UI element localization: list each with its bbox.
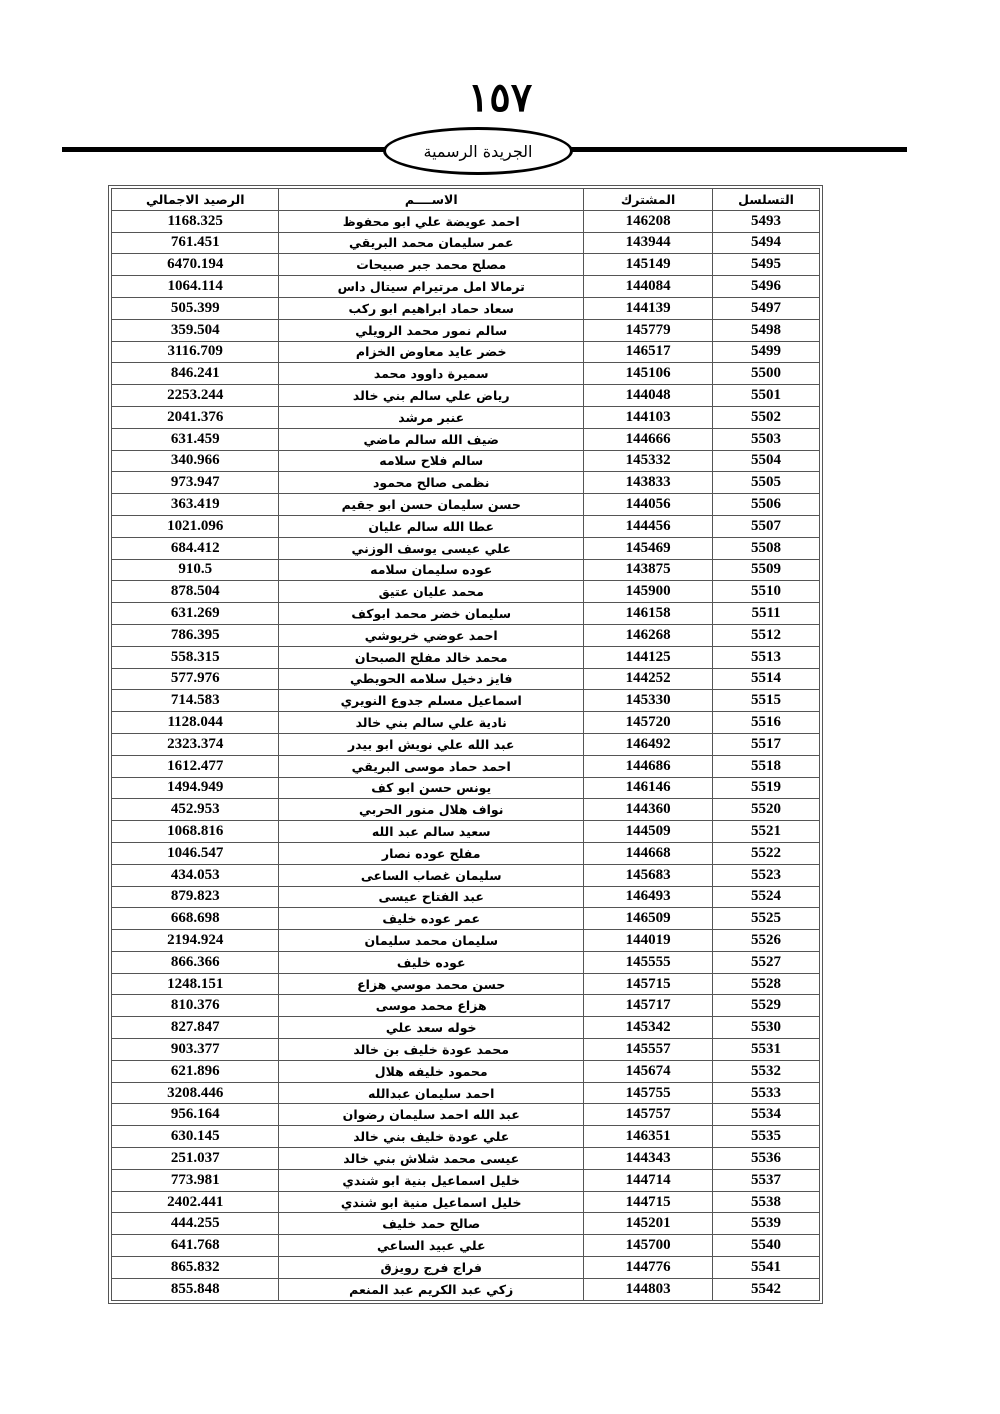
table-row — [112, 1104, 820, 1126]
balance-cell: 2041.376 — [112, 406, 279, 428]
subscriber-cell: 145779 — [584, 319, 713, 341]
serial-cell: 5495 — [713, 254, 820, 276]
balance-cell: 1046.547 — [112, 842, 279, 864]
table-row — [112, 341, 820, 363]
serial-cell: 5528 — [713, 973, 820, 995]
table-row — [112, 755, 820, 777]
subscriber-cell: 144084 — [584, 276, 713, 298]
serial-cell: 5493 — [713, 210, 820, 232]
name-cell: يونس حسن ابو كف — [279, 777, 584, 799]
name-cell: عيسى محمد شلاش بني خالد — [279, 1148, 584, 1170]
subscriber-cell: 144343 — [584, 1148, 713, 1170]
subscriber-cell: 146493 — [584, 886, 713, 908]
serial-cell: 5514 — [713, 668, 820, 690]
subscriber-table — [111, 188, 820, 1301]
table-row — [112, 1060, 820, 1082]
table-row — [112, 930, 820, 952]
name-cell: زكي عبد الكريم عبد المنعم — [279, 1278, 584, 1300]
subscriber-cell: 145106 — [584, 363, 713, 385]
table-row — [112, 450, 820, 472]
subscriber-cell: 145720 — [584, 712, 713, 734]
serial-cell: 5500 — [713, 363, 820, 385]
table-row — [112, 254, 820, 276]
table-row — [112, 1148, 820, 1170]
name-cell: محمد خالد مفلح الصبحان — [279, 646, 584, 668]
serial-cell: 5534 — [713, 1104, 820, 1126]
serial-cell: 5494 — [713, 232, 820, 254]
balance-cell: 973.947 — [112, 472, 279, 494]
table-header-row — [112, 189, 820, 211]
name-cell: عبد الفتاح عيسى — [279, 886, 584, 908]
subscriber-cell: 144125 — [584, 646, 713, 668]
table-row — [112, 406, 820, 428]
name-cell: سليمان خضر محمد ابوكف — [279, 603, 584, 625]
balance-cell: 558.315 — [112, 646, 279, 668]
balance-cell: 956.164 — [112, 1104, 279, 1126]
table-row — [112, 624, 820, 646]
table-row — [112, 1169, 820, 1191]
balance-cell: 2323.374 — [112, 733, 279, 755]
serial-cell: 5525 — [713, 908, 820, 930]
table-row — [112, 799, 820, 821]
balance-cell: 2402.441 — [112, 1191, 279, 1213]
balance-cell: 1248.151 — [112, 973, 279, 995]
balance-cell: 630.145 — [112, 1126, 279, 1148]
table-row — [112, 581, 820, 603]
serial-cell: 5523 — [713, 864, 820, 886]
serial-cell: 5520 — [713, 799, 820, 821]
subscriber-cell: 145900 — [584, 581, 713, 603]
name-cell: مفلح عوده نصار — [279, 842, 584, 864]
serial-cell: 5531 — [713, 1039, 820, 1061]
name-cell: علي عيسى يوسف الوزني — [279, 537, 584, 559]
subscriber-cell: 143833 — [584, 472, 713, 494]
subscriber-cell: 143875 — [584, 559, 713, 581]
column-header-name: الاســــم — [279, 189, 584, 211]
serial-cell: 5507 — [713, 515, 820, 537]
name-cell: فايز دخيل سلامه الحويطي — [279, 668, 584, 690]
table-row — [112, 1235, 820, 1257]
balance-cell: 773.981 — [112, 1169, 279, 1191]
table-row — [112, 515, 820, 537]
table-row — [112, 668, 820, 690]
balance-cell: 810.376 — [112, 995, 279, 1017]
balance-cell: 3116.709 — [112, 341, 279, 363]
serial-cell: 5542 — [713, 1278, 820, 1300]
table-row — [112, 232, 820, 254]
serial-cell: 5532 — [713, 1060, 820, 1082]
subscriber-cell: 146158 — [584, 603, 713, 625]
subscriber-cell: 145700 — [584, 1235, 713, 1257]
serial-cell: 5516 — [713, 712, 820, 734]
balance-cell: 668.698 — [112, 908, 279, 930]
table-row — [112, 385, 820, 407]
balance-cell: 1021.096 — [112, 515, 279, 537]
balance-cell: 452.953 — [112, 799, 279, 821]
table-row — [112, 1126, 820, 1148]
serial-cell: 5496 — [713, 276, 820, 298]
table-row — [112, 319, 820, 341]
serial-cell: 5501 — [713, 385, 820, 407]
table-row — [112, 951, 820, 973]
name-cell: محمد عليان عتيق — [279, 581, 584, 603]
page-number: ١٥٧ — [467, 74, 533, 121]
name-cell: احمد عويضة علي ابو محفوظ — [279, 210, 584, 232]
balance-cell: 879.823 — [112, 886, 279, 908]
name-cell: نادية علي سالم بني خالد — [279, 712, 584, 734]
name-cell: عبد الله احمد سليمان رضوان — [279, 1104, 584, 1126]
name-cell: سليمان غصاب الساعى — [279, 864, 584, 886]
serial-cell: 5527 — [713, 951, 820, 973]
subscriber-cell: 143944 — [584, 232, 713, 254]
name-cell: محمود خليفه هلال — [279, 1060, 584, 1082]
subscriber-cell: 145755 — [584, 1082, 713, 1104]
table-row — [112, 1017, 820, 1039]
serial-cell: 5510 — [713, 581, 820, 603]
serial-cell: 5535 — [713, 1126, 820, 1148]
serial-cell: 5536 — [713, 1148, 820, 1170]
name-cell: سميرة داوود محمد — [279, 363, 584, 385]
balance-cell: 1168.325 — [112, 210, 279, 232]
table-row — [112, 646, 820, 668]
subscriber-cell: 144252 — [584, 668, 713, 690]
table-row — [112, 603, 820, 625]
name-cell: عمر سليمان محمد البريقي — [279, 232, 584, 254]
balance-cell: 846.241 — [112, 363, 279, 385]
subscriber-cell: 144139 — [584, 297, 713, 319]
balance-cell: 910.5 — [112, 559, 279, 581]
subscriber-cell: 145149 — [584, 254, 713, 276]
name-cell: احمد سليمان عبدالله — [279, 1082, 584, 1104]
balance-cell: 786.395 — [112, 624, 279, 646]
serial-cell: 5509 — [713, 559, 820, 581]
balance-cell: 505.399 — [112, 297, 279, 319]
subscriber-cell: 145557 — [584, 1039, 713, 1061]
name-cell: علي عودة خليف بني خالد — [279, 1126, 584, 1148]
subscriber-cell: 144103 — [584, 406, 713, 428]
table-row — [112, 537, 820, 559]
table-row — [112, 1213, 820, 1235]
name-cell: نظمى صالح محمود — [279, 472, 584, 494]
subscriber-cell: 144048 — [584, 385, 713, 407]
balance-cell: 577.976 — [112, 668, 279, 690]
balance-cell: 621.896 — [112, 1060, 279, 1082]
subscriber-cell: 144714 — [584, 1169, 713, 1191]
name-cell: محمد عودة خليف بن خالد — [279, 1039, 584, 1061]
balance-cell: 359.504 — [112, 319, 279, 341]
subscriber-cell: 146517 — [584, 341, 713, 363]
table-row — [112, 1257, 820, 1279]
subscriber-cell: 144686 — [584, 755, 713, 777]
serial-cell: 5517 — [713, 733, 820, 755]
balance-cell: 714.583 — [112, 690, 279, 712]
table-row — [112, 1082, 820, 1104]
header-rule-right — [568, 147, 907, 152]
balance-cell: 1128.044 — [112, 712, 279, 734]
subscriber-cell: 145717 — [584, 995, 713, 1017]
serial-cell: 5515 — [713, 690, 820, 712]
serial-cell: 5512 — [713, 624, 820, 646]
name-cell: خليل اسماعيل منية ابو شندي — [279, 1191, 584, 1213]
subscriber-cell: 146146 — [584, 777, 713, 799]
serial-cell: 5529 — [713, 995, 820, 1017]
balance-cell: 641.768 — [112, 1235, 279, 1257]
subscriber-cell: 145683 — [584, 864, 713, 886]
table-row — [112, 973, 820, 995]
column-header-subscriber: المشترك — [584, 189, 713, 211]
serial-cell: 5539 — [713, 1213, 820, 1235]
balance-cell: 1612.477 — [112, 755, 279, 777]
header-rule-left — [62, 147, 392, 152]
subscriber-cell: 145715 — [584, 973, 713, 995]
balance-cell: 3208.446 — [112, 1082, 279, 1104]
subscriber-cell: 145674 — [584, 1060, 713, 1082]
name-cell: سعيد سالم عبد الله — [279, 821, 584, 843]
balance-cell: 684.412 — [112, 537, 279, 559]
name-cell: خليل اسماعيل بنية ابو شندي — [279, 1169, 584, 1191]
name-cell: سالم نمور محمد الرويلي — [279, 319, 584, 341]
name-cell: سالم فلاح سلامه — [279, 450, 584, 472]
header-title: الجريدة الرسمية — [423, 141, 533, 161]
serial-cell: 5526 — [713, 930, 820, 952]
balance-cell: 434.053 — [112, 864, 279, 886]
serial-cell: 5504 — [713, 450, 820, 472]
column-header-serial: التسلسل — [713, 189, 820, 211]
column-header-balance: الرصيد الاجمالي — [112, 189, 279, 211]
subscriber-cell: 144019 — [584, 930, 713, 952]
balance-cell: 865.832 — [112, 1257, 279, 1279]
table-row — [112, 821, 820, 843]
balance-cell: 761.451 — [112, 232, 279, 254]
serial-cell: 5530 — [713, 1017, 820, 1039]
table-row — [112, 1039, 820, 1061]
serial-cell: 5540 — [713, 1235, 820, 1257]
serial-cell: 5508 — [713, 537, 820, 559]
balance-cell: 631.459 — [112, 428, 279, 450]
serial-cell: 5524 — [713, 886, 820, 908]
name-cell: عبد الله علي نويش ابو بيدر — [279, 733, 584, 755]
table-row — [112, 428, 820, 450]
name-cell: ضيف الله سالم ماضي — [279, 428, 584, 450]
name-cell: خوله سعد علي — [279, 1017, 584, 1039]
table-row — [112, 777, 820, 799]
subscriber-cell: 146509 — [584, 908, 713, 930]
subscriber-cell: 146351 — [584, 1126, 713, 1148]
serial-cell: 5513 — [713, 646, 820, 668]
balance-cell: 903.377 — [112, 1039, 279, 1061]
table-row — [112, 864, 820, 886]
serial-cell: 5497 — [713, 297, 820, 319]
balance-cell: 2253.244 — [112, 385, 279, 407]
serial-cell: 5537 — [713, 1169, 820, 1191]
subscriber-cell: 144668 — [584, 842, 713, 864]
serial-cell: 5502 — [713, 406, 820, 428]
balance-cell: 251.037 — [112, 1148, 279, 1170]
serial-cell: 5506 — [713, 494, 820, 516]
balance-cell: 6470.194 — [112, 254, 279, 276]
serial-cell: 5518 — [713, 755, 820, 777]
name-cell: هزاع محمد موسى — [279, 995, 584, 1017]
name-cell: عوده خليف — [279, 951, 584, 973]
serial-cell: 5533 — [713, 1082, 820, 1104]
subscriber-cell: 144360 — [584, 799, 713, 821]
serial-cell: 5503 — [713, 428, 820, 450]
name-cell: نواف هلال منور الحربي — [279, 799, 584, 821]
table-row — [112, 297, 820, 319]
name-cell: عوده سليمان سلامه — [279, 559, 584, 581]
balance-cell: 631.269 — [112, 603, 279, 625]
subscriber-cell: 146492 — [584, 733, 713, 755]
subscriber-cell: 145342 — [584, 1017, 713, 1039]
subscriber-cell: 145332 — [584, 450, 713, 472]
serial-cell: 5541 — [713, 1257, 820, 1279]
table-row — [112, 886, 820, 908]
balance-cell: 1068.816 — [112, 821, 279, 843]
table-row — [112, 690, 820, 712]
name-cell: ترمالا امل مرتيرام سيتال داس — [279, 276, 584, 298]
subscriber-cell: 146208 — [584, 210, 713, 232]
name-cell: سعاد حماد ابراهيم ابو ركب — [279, 297, 584, 319]
name-cell: سليمان محمد سليمان — [279, 930, 584, 952]
table-row — [112, 1278, 820, 1300]
table-row — [112, 559, 820, 581]
balance-cell: 444.255 — [112, 1213, 279, 1235]
balance-cell: 878.504 — [112, 581, 279, 603]
table-row — [112, 363, 820, 385]
balance-cell: 1494.949 — [112, 777, 279, 799]
subscriber-cell: 144509 — [584, 821, 713, 843]
table-row — [112, 908, 820, 930]
balance-cell: 866.366 — [112, 951, 279, 973]
subscriber-cell: 145469 — [584, 537, 713, 559]
name-cell: عطا الله سالم عليان — [279, 515, 584, 537]
subscriber-cell: 145555 — [584, 951, 713, 973]
table-row — [112, 995, 820, 1017]
name-cell: رياض علي سالم بني خالد — [279, 385, 584, 407]
serial-cell: 5511 — [713, 603, 820, 625]
table-row — [112, 733, 820, 755]
subscriber-cell: 146268 — [584, 624, 713, 646]
table-row — [112, 712, 820, 734]
serial-cell: 5498 — [713, 319, 820, 341]
name-cell: مصلح محمد جبر صبيحات — [279, 254, 584, 276]
table-row — [112, 210, 820, 232]
serial-cell: 5499 — [713, 341, 820, 363]
name-cell: خضر عايد معاوض الخزام — [279, 341, 584, 363]
name-cell: صالح حمد خليف — [279, 1213, 584, 1235]
table-row — [112, 276, 820, 298]
balance-cell: 2194.924 — [112, 930, 279, 952]
name-cell: حسن سليمان حسن ابو جقيم — [279, 494, 584, 516]
table-row — [112, 494, 820, 516]
subscriber-cell: 144715 — [584, 1191, 713, 1213]
subscriber-cell: 145330 — [584, 690, 713, 712]
serial-cell: 5522 — [713, 842, 820, 864]
name-cell: فراج فرج رويزق — [279, 1257, 584, 1279]
subscriber-cell: 145201 — [584, 1213, 713, 1235]
name-cell: علي عبيد الساعي — [279, 1235, 584, 1257]
name-cell: احمد عوضي خريوشي — [279, 624, 584, 646]
name-cell: عنبر مرشد — [279, 406, 584, 428]
table-row — [112, 842, 820, 864]
balance-cell: 363.419 — [112, 494, 279, 516]
subscriber-cell: 144666 — [584, 428, 713, 450]
name-cell: اسماعيل مسلم جدوع النويري — [279, 690, 584, 712]
balance-cell: 340.966 — [112, 450, 279, 472]
subscriber-cell: 144056 — [584, 494, 713, 516]
subscriber-cell: 144803 — [584, 1278, 713, 1300]
subscriber-cell: 144776 — [584, 1257, 713, 1279]
subscriber-cell: 145757 — [584, 1104, 713, 1126]
balance-cell: 855.848 — [112, 1278, 279, 1300]
serial-cell: 5519 — [713, 777, 820, 799]
balance-cell: 1064.114 — [112, 276, 279, 298]
table-row — [112, 472, 820, 494]
serial-cell: 5538 — [713, 1191, 820, 1213]
subscriber-cell: 144456 — [584, 515, 713, 537]
balance-cell: 827.847 — [112, 1017, 279, 1039]
name-cell: عمر عوده خليف — [279, 908, 584, 930]
header-oval — [383, 127, 573, 175]
serial-cell: 5505 — [713, 472, 820, 494]
table-row — [112, 1191, 820, 1213]
name-cell: حسن محمد موسي هزاع — [279, 973, 584, 995]
name-cell: احمد حماد موسى البريقي — [279, 755, 584, 777]
serial-cell: 5521 — [713, 821, 820, 843]
